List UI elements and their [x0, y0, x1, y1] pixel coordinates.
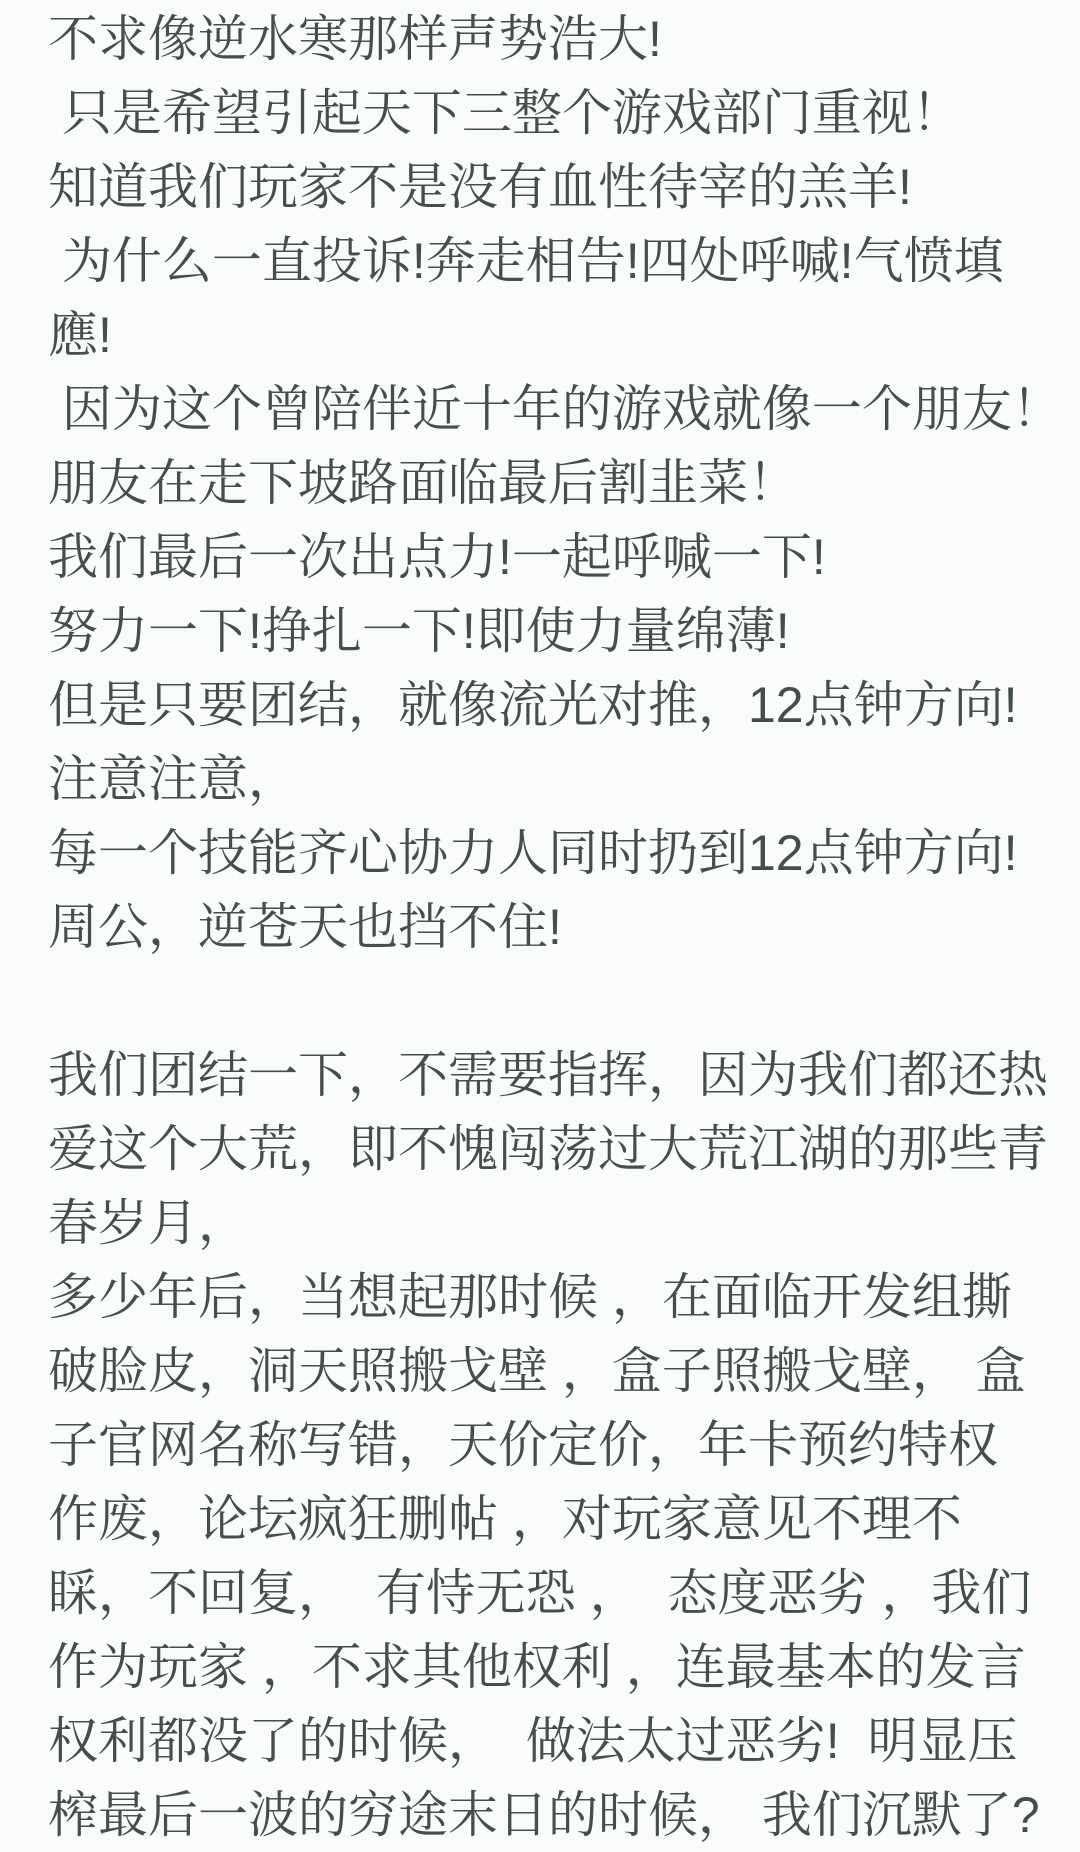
- text-line: 知道我们玩家不是没有血性待宰的羔羊!: [48, 159, 912, 215]
- text-line: 每一个技能齐心协力人同时扔到12点钟方向!: [48, 825, 1018, 881]
- text-line: 因为这个曾陪伴近十年的游戏就像一个朋友！: [48, 381, 1062, 437]
- text-line: 破脸皮，洞天照搬戈壁 ，盒子照搬戈壁， 盒: [48, 1343, 1026, 1399]
- text-line: 我们最后一次出点力!一起呼喊一下!: [48, 529, 826, 585]
- text-line: 應!: [48, 307, 112, 363]
- text-line: 多少年后，当想起那时候 ，在面临开发组撕: [48, 1269, 1012, 1325]
- text-line: 权利都没了的时候， 做法太过恶劣! 明显压: [48, 1713, 1018, 1769]
- text-line: 为什么一直投诉!奔走相告!四处呼喊!气愤填: [48, 233, 1004, 289]
- text-line: 不求像逆水寒那样声势浩大!: [48, 11, 662, 67]
- text-line: 只是希望引起天下三整个游戏部门重视！: [48, 85, 962, 141]
- text-line: 朋友在走下坡路面临最后割韭菜！: [48, 455, 798, 511]
- text-line: 子官网名称写错，天价定价，年卡预约特权: [48, 1417, 998, 1473]
- text-line: 作为玩家 ，不求其他权利 ，连最基本的发言: [48, 1639, 1026, 1695]
- text-line: 爱这个大荒，即不愧闯荡过大荒江湖的那些青: [48, 1121, 1048, 1177]
- text-line: 努力一下!挣扎一下!即使力量绵薄!: [48, 603, 790, 659]
- text-line: 我们团结一下，不需要指挥，因为我们都还热: [48, 1047, 1048, 1103]
- text-line: 榨最后一波的穷途末日的时候， 我们沉默了?: [48, 1787, 1040, 1843]
- text-line: 但是只要团结，就像流光对推，12点钟方向!: [48, 677, 1018, 733]
- text-line: 注意注意，: [48, 751, 298, 807]
- text-line: 周公，逆苍天也挡不住!: [48, 899, 562, 955]
- text-line: 睬，不回复， 有恃无恐 ， 态度恶劣 ，我们: [48, 1565, 1032, 1621]
- text-line: 春岁月，: [48, 1195, 248, 1251]
- text-line: [48, 964, 1062, 1038]
- text-line: 作废，论坛疯狂删帖 ，对玩家意见不理不: [48, 1491, 962, 1547]
